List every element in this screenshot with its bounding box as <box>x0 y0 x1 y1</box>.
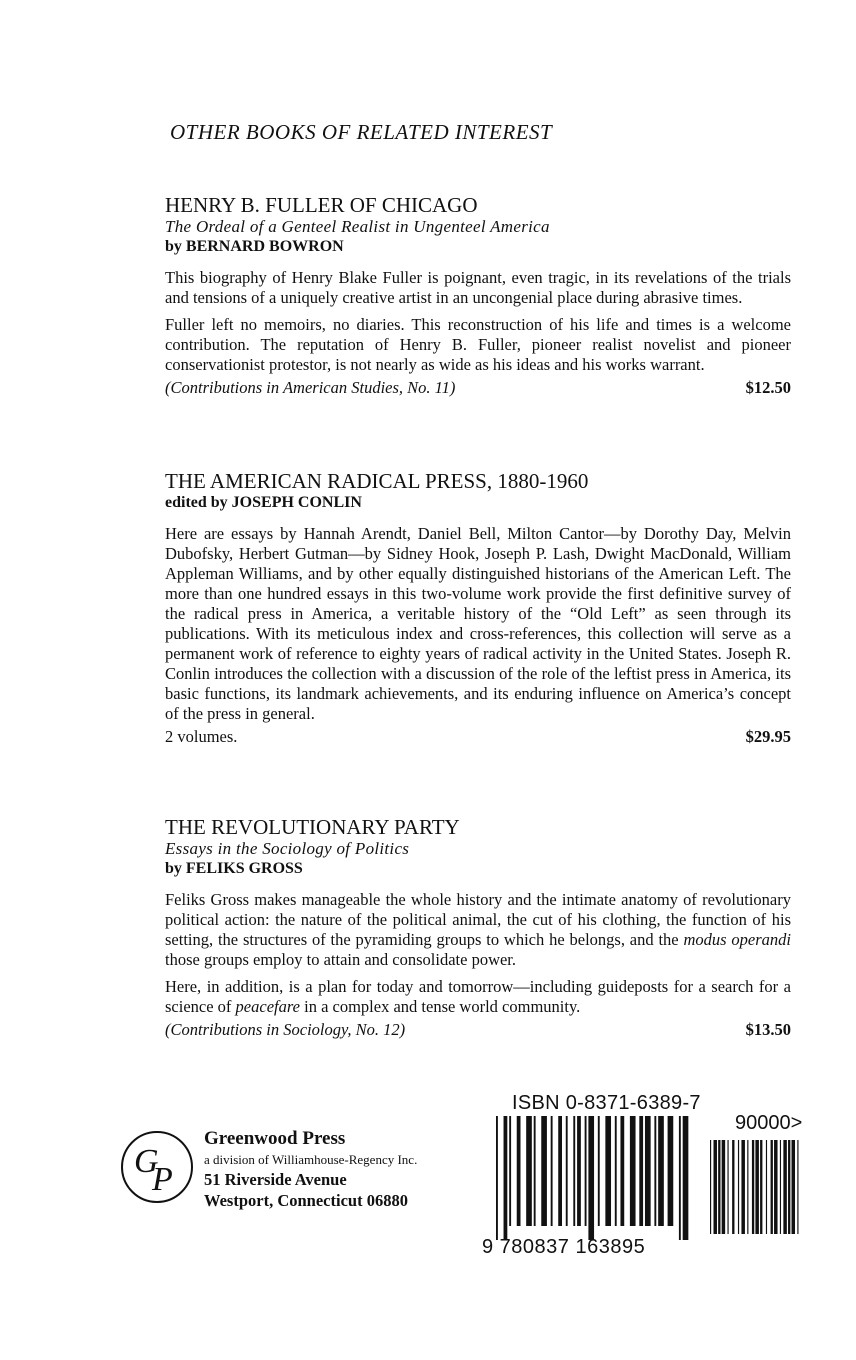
barcode-bar <box>585 1116 587 1226</box>
barcode-bar <box>534 1116 536 1226</box>
book-title: THE REVOLUTIONARY PARTY <box>165 815 460 839</box>
addon-barcode <box>710 1140 804 1234</box>
svg-text:P: P <box>152 1161 173 1198</box>
barcode-bar <box>727 1140 728 1234</box>
barcode-bar <box>718 1140 720 1234</box>
barcode-bar <box>738 1140 739 1234</box>
book-author: by FELIKS GROSS <box>165 860 303 877</box>
price-line <box>165 378 791 398</box>
book-description: Here, in addition, is a plan for today and tomorrow—including guideposts for a search for a science of peacefare in a complex and tense world community. <box>165 977 791 1016</box>
book-title: THE AMERICAN RADICAL PRESS, 1880-1960 <box>165 469 589 493</box>
barcode-bar <box>766 1140 767 1234</box>
book-entry-revolutionary-party <box>165 815 791 1040</box>
publisher-info <box>204 1127 417 1211</box>
book-description: Fuller left no memoirs, no diaries. This reconstruction of his life and times is a welcome contribution. The reputation of Henry B. Fuller, pioneer realist novelist and pioneer conservationist protestor, is not nearly as wide as his ideas and his works warrant. <box>165 315 791 374</box>
barcode-bar <box>780 1140 781 1234</box>
barcode-bar <box>752 1140 754 1234</box>
page-heading: OTHER BOOKS OF RELATED INTEREST <box>170 120 553 144</box>
barcode-bar <box>797 1140 798 1234</box>
barcode-bar <box>573 1116 575 1226</box>
barcode-bar <box>504 1116 508 1240</box>
barcode-bar <box>713 1140 716 1234</box>
series-note: (Contributions in American Studies, No. 11) <box>165 378 456 397</box>
barcode-bar <box>771 1140 773 1234</box>
price: $29.95 <box>745 727 791 746</box>
barcode-bar <box>615 1116 617 1226</box>
barcode-bar <box>598 1116 600 1226</box>
svg-text:G: G <box>134 1143 159 1180</box>
book-author: edited by JOSEPH CONLIN <box>165 494 362 511</box>
price-line <box>165 727 791 747</box>
barcode-bar <box>639 1116 643 1226</box>
publisher-division: a division of Williamhouse-Regency Inc. <box>204 1152 418 1167</box>
barcode-bar <box>566 1116 568 1226</box>
barcode-bar <box>788 1140 790 1234</box>
barcode-bar <box>747 1140 748 1234</box>
book-description: Here are essays by Hannah Arendt, Daniel Bell, Milton Cantor—by Dorothy Day, Melvin Dubofsky, Herbert Gutman—by Sidney Hook, Joseph P. Lash, Dwight MacDonald, William Appleman Williams, and by other equally distinguished historians of the American Left. The more than one hundred essays in this two-volume work provide the first definitive survey of the radical press in America, a veritable history of the “Old Left” as seen through its publications. With its meticulous index and cross-references, this collection will serve as a permanent work of reference to eighty years of radical activity in the United States. Joseph R. Conlin introduces the collection with a discussion of the role of the leftist press in America, its basic functions, its landmark achievements, and its enduring influence on America’s concept of the press in general. <box>165 524 791 723</box>
barcode-bar <box>710 1140 711 1234</box>
barcode-bar <box>774 1140 777 1234</box>
barcode-bar <box>783 1140 786 1234</box>
publisher-name: Greenwood Press <box>204 1128 346 1149</box>
barcode-bar <box>517 1116 521 1226</box>
barcode-bar <box>668 1116 674 1226</box>
isbn-label: ISBN 0-8371-6389-7 <box>512 1092 701 1114</box>
barcode-bar <box>683 1116 689 1240</box>
barcode-bar <box>630 1116 636 1226</box>
greenwood-press-logo <box>120 1130 194 1204</box>
barcode-bar <box>658 1116 664 1226</box>
barcode-bar <box>755 1140 758 1234</box>
book-entry-radical-press <box>165 469 791 747</box>
book-description: This biography of Henry Blake Fuller is poignant, even tragic, in its revelations of the trials and tensions of a uniquely creative artist in an uncongenial place during abrasive times. <box>165 268 791 307</box>
barcode-bar <box>577 1116 581 1226</box>
barcode-bar <box>760 1140 762 1234</box>
barcode-bar <box>541 1116 547 1226</box>
book-title: HENRY B. FULLER OF CHICAGO <box>165 193 478 217</box>
barcode-bar <box>551 1116 553 1226</box>
series-note: (Contributions in Sociology, No. 12) <box>165 1020 406 1039</box>
barcode-bar <box>558 1116 562 1226</box>
publisher-city: Westport, Connecticut 06880 <box>204 1191 408 1210</box>
addon-label: 90000> <box>735 1112 803 1134</box>
barcode-bar <box>620 1116 624 1226</box>
book-subtitle: The Ordeal of a Genteel Realist in Ungenteel America <box>165 217 550 236</box>
ean-barcode <box>496 1116 696 1240</box>
book-description: Feliks Gross makes manageable the whole history and the intimate anatomy of revolutionary political action: the nature of the political animal, the cut of his clothing, the function of his setting, the structures of the pyramiding groups to which he belongs, and the modus operandi those groups employ to attain and consolidate power. <box>165 890 791 969</box>
book-entry-fuller <box>165 193 791 398</box>
ean-digits: 9 780837 163895 <box>482 1236 646 1258</box>
volume-note: 2 volumes. <box>165 727 238 746</box>
barcode-bar <box>741 1140 744 1234</box>
book-author: by BERNARD BOWRON <box>165 238 344 255</box>
book-subtitle: Essays in the Sociology of Politics <box>165 839 410 858</box>
price-line <box>165 1020 791 1040</box>
barcode-bar <box>645 1116 651 1226</box>
barcode-bar <box>732 1140 734 1234</box>
price: $12.50 <box>745 378 791 397</box>
barcode-bar <box>509 1116 511 1226</box>
barcode-bar <box>526 1116 532 1226</box>
publisher-street: 51 Riverside Avenue <box>204 1170 347 1189</box>
barcode-bar <box>588 1116 594 1240</box>
price: $13.50 <box>745 1020 791 1039</box>
barcode-bar <box>605 1116 611 1226</box>
barcode-bar <box>722 1140 725 1234</box>
barcode-bar <box>654 1116 656 1226</box>
barcode-bar <box>679 1116 681 1240</box>
barcode-bar <box>792 1140 795 1234</box>
barcode-bar <box>496 1116 498 1240</box>
